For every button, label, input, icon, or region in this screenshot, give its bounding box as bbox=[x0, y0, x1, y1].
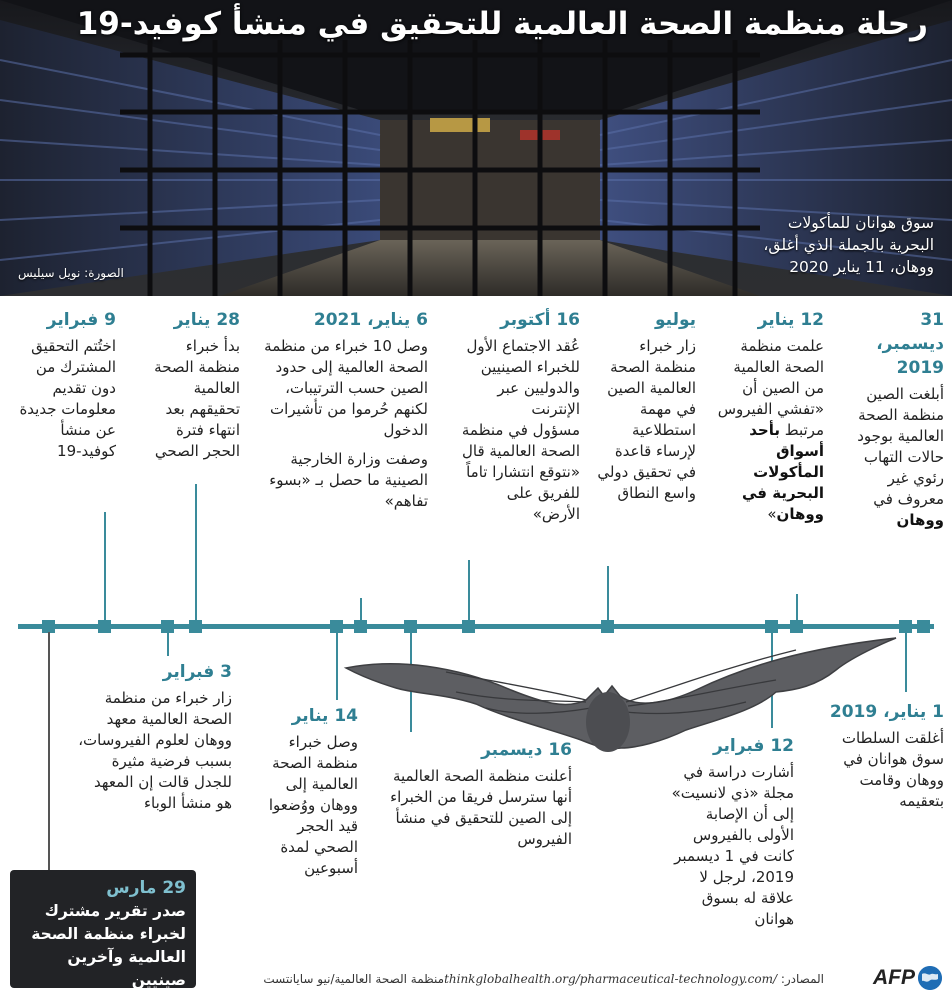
page-title: رحلة منظمة الصحة العالمية للتحقيق في منشأ كوفيد-19 bbox=[76, 6, 928, 42]
event-text: اختُتم التحقيق المشترك من دون تقديم معلومات جديدة عن منشأ كوفيد-19 bbox=[19, 337, 116, 460]
connector-line bbox=[468, 560, 470, 624]
event-oct-16 bbox=[456, 308, 580, 525]
event-feb-12 bbox=[666, 734, 794, 930]
globe-icon bbox=[918, 966, 942, 990]
sources: المصادر: thinkglobalhealth.org/pharmaceutical-technology.com/منظمة الصحة العالمية/نيو سايانتست bbox=[263, 972, 824, 986]
event-text: عُقد الاجتماع الأول للخبراء الصينيين والدوليين عبر الإنترنت مسؤول في منظمة الصحة العالمية قال «نتوقع انتشارا تاماً للفريق على الأرض» bbox=[461, 337, 580, 523]
timeline-marker bbox=[98, 620, 111, 633]
event-dec-31-2019 bbox=[852, 308, 944, 531]
connector-line bbox=[607, 566, 609, 624]
event-date: يوليو bbox=[654, 310, 696, 330]
event-dec-16 bbox=[376, 738, 572, 850]
event-text: أبلغت الصين منظمة الصحة العالمية بوجود حالات التهاب رئوي غير معروف في ووهان bbox=[857, 385, 944, 529]
event-date: 3 فبراير bbox=[162, 662, 232, 682]
photo-credit: الصورة: نويل سيليس bbox=[18, 266, 124, 280]
header-photo bbox=[0, 0, 952, 296]
connector-line bbox=[195, 484, 197, 624]
event-text: بدأ خبراء منظمة الصحة العالمية تحقيقهم بعد انتهاء فترة الحجر الصحي bbox=[154, 337, 240, 460]
footer bbox=[0, 962, 952, 1000]
connector-line bbox=[104, 512, 106, 624]
event-date: 12 يناير bbox=[757, 310, 824, 330]
event-date: 31 ديسمبر، 2019 bbox=[876, 310, 944, 378]
event-date: 6 يناير، 2021 bbox=[313, 310, 428, 330]
event-jan-14 bbox=[262, 704, 358, 879]
event-text: علمت منظمة الصحة العالمية من الصين أن «تفشي الفيروس مرتبط بأحد أسواق المأكولات البحرية في ووهان» bbox=[717, 337, 824, 523]
sources-tail: منظمة الصحة العالمية/نيو سايانتست bbox=[263, 972, 445, 986]
event-text: زار خبراء من منظمة الصحة العالمية معهد ووهان لعلوم الفيروسات، بسبب فرضية مثيرة للجدل قالت إن المعهد هو منشأ الوباء bbox=[78, 689, 232, 812]
photo-caption: سوق هوانان للمأكولات البحرية بالجملة الذي أغلق، ووهان، 11 يناير 2020 bbox=[763, 214, 934, 276]
event-text: أغلقت السلطات سوق هوانان في ووهان وقامت بتعقيمه bbox=[841, 729, 944, 810]
event-date: 29 مارس bbox=[106, 878, 186, 898]
event-july bbox=[596, 308, 696, 504]
event-date: 16 ديسمبر bbox=[481, 740, 572, 760]
sources-urls: thinkglobalhealth.org/pharmaceutical-technology.com/ bbox=[444, 972, 777, 986]
event-text: أعلنت منظمة الصحة العالمية أنها سترسل فريقا من الخبراء إلى الصين للتحقيق في منشأ الفيروس bbox=[390, 767, 572, 848]
event-date: 9 فبراير bbox=[46, 310, 116, 330]
event-date: 12 فبراير bbox=[712, 736, 794, 756]
event-text: أشارت دراسة في مجلة «ذي لانسيت» إلى أن الإصابة الأولى بالفيروس كانت في 1 ديسمبر 2019، لرجل لا علاقة له بسوق هوانان bbox=[671, 763, 794, 928]
event-jan-6-2021 bbox=[258, 308, 428, 512]
connector-line bbox=[48, 632, 50, 870]
event-date: 14 يناير bbox=[291, 706, 358, 726]
timeline-marker bbox=[189, 620, 202, 633]
connector-line bbox=[167, 632, 169, 656]
event-jan-12 bbox=[714, 308, 824, 525]
event-date: 16 أكتوبر bbox=[500, 310, 580, 330]
event-feb-9 bbox=[16, 308, 116, 462]
event-text: صدر تقرير مشترك لخبراء منظمة الصحة العالمية وآخرين صينيين bbox=[31, 902, 186, 989]
event-text-2: وصفت وزارة الخارجية الصينية ما حصل بـ «بسوء تفاهم» bbox=[269, 450, 428, 510]
event-text: وصل 10 خبراء من منظمة الصحة العالمية إلى حدود الصين حسب الترتيبات، لكنهم حُرموا من تأشيرات الدخول bbox=[264, 337, 428, 439]
afp-logo: AFP bbox=[873, 966, 942, 990]
event-date: 28 يناير bbox=[173, 310, 240, 330]
event-jan-28 bbox=[140, 308, 240, 462]
event-feb-3 bbox=[76, 660, 232, 814]
event-jan-1-2019 bbox=[820, 700, 944, 812]
event-date: 1 يناير، 2019 bbox=[829, 702, 944, 722]
event-text: زار خبراء منظمة الصحة العالمية الصين في مهمة استطلاعية لإرساء قاعدة في تحقيق دولي واسع النطاق bbox=[597, 337, 696, 502]
event-text: وصل خبراء منظمة الصحة العالمية إلى ووهان ووُضعوا قيد الحجر الصحي لمدة أسبوعين bbox=[268, 733, 358, 877]
